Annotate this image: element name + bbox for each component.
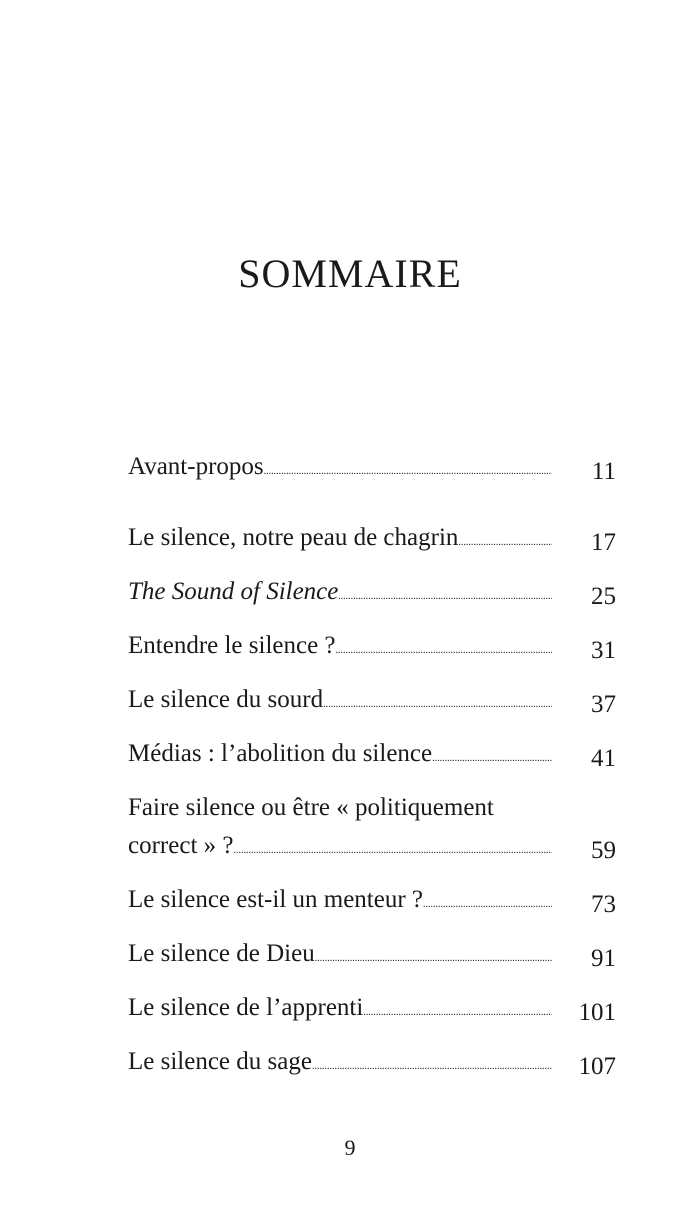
toc-entry-medias	[128, 735, 616, 778]
toc-entry-page: 37	[591, 691, 616, 718]
toc-entry-label: Le silence du sourd .....	[128, 686, 552, 713]
toc-entry-page: 25	[591, 583, 616, 610]
toc-entry-faire-silence	[128, 789, 616, 870]
toc-entry-page: 17	[591, 529, 616, 556]
toc-entry-silence-du-sourd	[128, 681, 616, 724]
toc-entry-label: Médias : l’abolition du silence .....	[128, 740, 552, 767]
toc-entry-page: 101	[578, 999, 616, 1026]
toc-entry-apprenti	[128, 989, 616, 1032]
page-title: SOMMAIRE	[238, 251, 462, 296]
toc-entry-label: Le silence de Dieu .....	[128, 940, 552, 967]
toc-entry-menteur	[128, 881, 616, 924]
toc-entry-entendre-le-silence	[128, 627, 616, 670]
toc-entry-page: 73	[591, 891, 616, 918]
toc-entry-label: Le silence de l’apprenti .....	[128, 994, 552, 1021]
toc-entry-label: Avant-propos .....	[128, 453, 552, 480]
toc-entry-page: 41	[591, 745, 616, 772]
toc-entry-label-line2: correct » ? .....	[128, 827, 552, 870]
toc-entry-silence-de-dieu	[128, 935, 616, 978]
toc-entry-page: 11	[591, 458, 616, 485]
toc-entry-label: Le silence est-il un menteur ? .....	[128, 886, 552, 913]
toc-entry-label: The Sound of Silence .....	[128, 578, 552, 605]
toc-entry-label: Le silence du sage .....	[128, 1048, 552, 1075]
page-number: 9	[344, 1135, 356, 1160]
toc-entry-label-line1: Faire silence ou être « politiquement	[128, 794, 494, 821]
toc-entry-page: 31	[591, 637, 616, 664]
toc-entry-sound-of-silence	[128, 573, 616, 616]
toc-entry-page: 91	[591, 945, 616, 972]
toc-entry-peau-de-chagrin	[128, 519, 616, 562]
toc-entry-avant-propos	[128, 448, 616, 491]
toc-entry-page: 107	[578, 1053, 616, 1080]
toc-entry-page: 59	[591, 837, 616, 864]
toc-entry-label: Entendre le silence ? .....	[128, 632, 552, 659]
toc-entry-sage	[128, 1043, 616, 1086]
toc-entry-label: Le silence, notre peau de chagrin .....	[128, 524, 552, 551]
table-of-contents	[128, 448, 616, 1097]
